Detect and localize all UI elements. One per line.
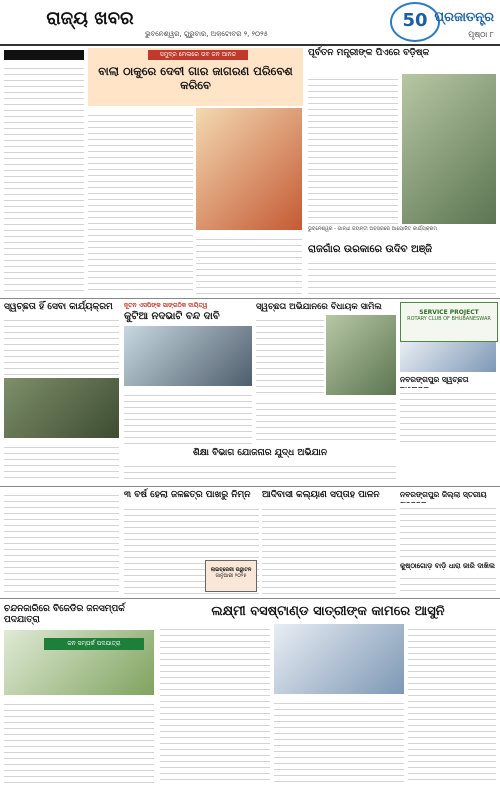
divider — [0, 298, 500, 299]
ad-box-title: ଲାଇବ୍ରେରୀ ଉଦ୍ଘାଟନ — [210, 567, 252, 573]
main-article-text — [88, 110, 193, 295]
padayatra-banner: ଜନ ସମ୍ପର୍କ ପଦଯାତ୍ରା — [44, 638, 144, 650]
right-text-2 — [308, 258, 496, 296]
divider-3 — [0, 598, 500, 599]
right-top-caption: ଭୁବନେଶ୍ୱର - ଗାନ୍ଧୀ ଜୟନ୍ତୀ ଅବସରରେ ଆୟୋଜିତ କାର୍ଯ୍ୟକ୍ରମ — [308, 226, 438, 232]
main-headline-box — [88, 48, 303, 106]
left-col-title-bar — [4, 50, 84, 60]
right-top-text — [308, 74, 398, 224]
adibasi-text — [262, 504, 396, 595]
meeting-photo — [124, 326, 252, 386]
divider-2 — [0, 486, 500, 487]
padayatra-photo — [4, 630, 154, 695]
main-headline: ବାଲା ଠାକୁରେ ଦେବୀ ଗାର ଜାଗରଣ ପରିବେଶ କରିବେ — [98, 64, 293, 92]
section-title: ରାଜ୍ୟ ଖବର — [46, 8, 134, 29]
bottom-right-text-3 — [408, 624, 496, 784]
sikshya-headline: ଶିକ୍ଷା ବିଭାଗ ଯୋଜନାର ଯୁଦ୍ଧ ଅଭିଯାନ — [192, 448, 328, 458]
kushaprapada-headline: କୁଷ୍ଠାଗୋଡ଼ ବାଡ଼ି ଧାରା ଜାରି ଦାଖିଲ — [400, 561, 495, 570]
lower-mid-headline: ୩ ବର୍ଷ ହେଲା ଜଳଛତ୍ର ପାଖରୁ ନିମ୍ନ — [124, 490, 251, 500]
page-header — [0, 0, 500, 46]
sign-subtitle: ROTARY CLUB OF BHUBANESWAR — [407, 316, 491, 322]
main-subhead: ସମୁଦ୍ର ମେଳାରେ ଭବ ଜନ ଆନନ୍ଦ — [148, 50, 248, 60]
bus-stand-photo — [274, 624, 404, 694]
ad-box-subtitle: ଜାନୁଆରୀ ୨୦୨୫ — [215, 573, 247, 579]
right-mid2-text — [400, 503, 496, 558]
left-col-text — [4, 63, 84, 293]
newspaper-logo: ପ୍ରଜାତନ୍ତ୍ର — [434, 10, 494, 25]
bottom-right-text-1 — [160, 624, 270, 784]
kushaprapada-text — [400, 573, 496, 595]
page-number: ପୃଷ୍ଠା ୮ — [468, 30, 494, 39]
right-mid2-headline: ନବରଙ୍ଗପୁର ଜିଲ୍ଲା ସ୍ତରୀୟ — [400, 490, 487, 499]
left-lower-text — [4, 490, 119, 595]
swachhata-photo — [4, 378, 119, 438]
bottom-left-text — [4, 699, 154, 784]
swachhata-headline: ସ୍ୱଚ୍ଛତା ହିଁ ସେବା କାର୍ଯ୍ୟକ୍ରମ — [4, 302, 113, 312]
sikshya-text — [124, 461, 396, 483]
service-project-sign — [400, 302, 498, 342]
swachhata2-text — [256, 315, 324, 395]
bottom-right-headline: ଲକ୍ଷ୍ମୀ ବସଷ୍ଟାଣ୍ଡ ସାତ୍ରୀଙ୍କ କାମରେ ଆସୁନି — [211, 604, 445, 619]
swachhata-text-2 — [4, 442, 119, 482]
swachhata-text — [4, 315, 119, 375]
right-top-headline: ପୂର୍ବତନ ମନ୍ତ୍ରୀଙ୍କ ପିଏରେ ବଡ଼ିଷ୍କ — [308, 48, 430, 58]
kutia-subhead: ନୂତନ ଏସପିଙ୍କ ସାଙ୍ଗଠିକ ଦାୟିତ୍ୱ — [124, 302, 208, 309]
main-article-text-2 — [196, 234, 302, 294]
nabarang-headline: ନବରଙ୍ଗପୁର ସ୍ୱଚ୍ଛତା — [400, 375, 469, 384]
adibasi-headline: ଆଦିବାସୀ କଲ୍ୟାଣ ସପ୍ତାହ ପାଳନ — [262, 490, 380, 500]
right-headline-2: ରାଜଗାଁର ଉରକାରେ ଉଦିବ ଅଞ୍ଜି — [308, 244, 433, 255]
swachhata2-text-2 — [256, 398, 396, 445]
cleanup-photo — [326, 315, 396, 395]
nabarang-text — [400, 388, 496, 445]
bottom-left-headline: ଚନ୍ଦନଜାରିରେ ବିଜେଡିର ଜନସମ୍ପର୍କ ପଦଯାତ୍ରା — [4, 604, 125, 625]
kutia-headline: କୁଟିଆ ନଦଭାଟି ବନ୍ଦ ଦାବି — [124, 311, 220, 322]
bottom-right-text-2 — [274, 698, 404, 784]
statue-photo — [402, 74, 496, 224]
dateline: ଭୁବନେଶ୍ୱର, ଗୁରୁବାର, ଅକ୍ଟୋବର ୨, ୨୦୨୫ — [145, 30, 268, 38]
swachhata2-headline: ସ୍ୱଚ୍ଛତା ଅଭିଯାନରେ ବିଧାୟକ ସାମିଲ — [256, 302, 382, 312]
temple-photo — [196, 108, 302, 230]
anniversary-logo-badge: 50 — [390, 2, 440, 42]
group-photo-right — [400, 342, 496, 372]
library-ad-box — [205, 560, 257, 592]
kutia-text — [124, 390, 252, 445]
sign-title: SERVICE PROJECT — [419, 309, 479, 316]
